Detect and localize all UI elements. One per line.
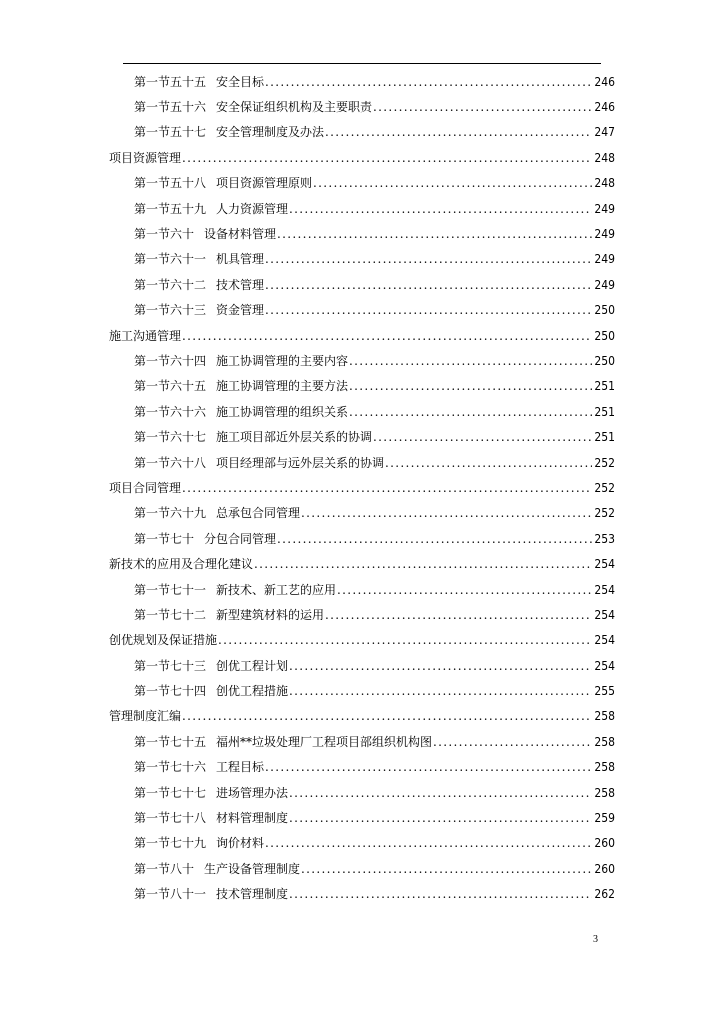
toc-entry-page: 251 xyxy=(594,404,615,419)
toc-entry-page: 252 xyxy=(594,480,615,495)
toc-section-entry[interactable] xyxy=(0,196,615,221)
toc-dot-leader xyxy=(337,584,592,596)
toc-entry-page: 246 xyxy=(594,74,615,89)
toc-entry-title: 机具管理 xyxy=(216,252,265,267)
toc-dot-leader xyxy=(289,812,592,824)
toc-entry-title: 新型建筑材料的运用 xyxy=(216,607,325,622)
toc-entry-number: 第一节六十五 xyxy=(134,379,207,394)
toc-section-entry[interactable] xyxy=(0,272,615,297)
toc-entry-title: 施工沟通管理 xyxy=(109,328,182,343)
toc-dot-leader xyxy=(325,609,592,621)
toc-chapter-entry[interactable] xyxy=(0,551,615,576)
page-number: 3 xyxy=(593,934,598,945)
toc-dot-leader xyxy=(301,863,592,875)
toc-dot-leader xyxy=(301,507,592,519)
toc-dot-leader xyxy=(254,558,592,570)
toc-entry-page: 255 xyxy=(594,684,615,699)
toc-section-entry[interactable] xyxy=(0,69,615,94)
toc-entry-title: 创优工程计划 xyxy=(216,658,289,673)
toc-chapter-entry[interactable] xyxy=(0,145,615,170)
toc-entry-page: 250 xyxy=(594,303,615,318)
toc-entry-number: 第一节六十六 xyxy=(134,404,207,419)
toc-dot-leader xyxy=(265,761,592,773)
toc-dot-leader xyxy=(325,126,592,138)
toc-entry-page: 254 xyxy=(594,582,615,597)
toc-entry-number: 第一节七十一 xyxy=(134,582,207,597)
toc-dot-leader xyxy=(289,787,592,799)
toc-entry-page: 250 xyxy=(594,328,615,343)
toc-entry-number: 第一节八十一 xyxy=(134,887,207,902)
toc-entry-number: 第一节五十七 xyxy=(134,125,207,140)
toc-section-entry[interactable] xyxy=(0,755,615,780)
toc-entry-title: 新技术的应用及合理化建议 xyxy=(109,557,254,572)
toc-entry-number: 第一节七十九 xyxy=(134,836,207,851)
toc-dot-leader xyxy=(265,304,592,316)
toc-entry-page: 249 xyxy=(594,277,615,292)
toc-entry-page: 254 xyxy=(594,633,615,648)
toc-section-entry[interactable] xyxy=(0,221,615,246)
toc-entry-title: 询价材料 xyxy=(216,836,265,851)
toc-entry-number: 第一节六十二 xyxy=(134,277,207,292)
toc-dot-leader xyxy=(277,228,592,240)
toc-entry-title: 项目资源管理 xyxy=(109,150,182,165)
toc-dot-leader xyxy=(433,736,592,748)
toc-entry-page: 258 xyxy=(594,760,615,775)
toc-entry-number: 第一节六十八 xyxy=(134,455,207,470)
toc-entry-title: 资金管理 xyxy=(216,303,265,318)
toc-entry-title: 技术管理 xyxy=(216,277,265,292)
toc-entry-number: 第一节七十 xyxy=(134,531,195,546)
toc-entry-title: 创优工程措施 xyxy=(216,684,289,699)
toc-entry-page: 251 xyxy=(594,379,615,394)
toc-section-entry[interactable] xyxy=(0,399,615,424)
toc-entry-page: 248 xyxy=(594,176,615,191)
toc-section-entry[interactable] xyxy=(0,831,615,856)
toc-entry-page: 249 xyxy=(594,201,615,216)
toc-section-entry[interactable] xyxy=(0,577,615,602)
toc-entry-title: 项目合同管理 xyxy=(109,480,182,495)
toc-entry-number: 第一节六十一 xyxy=(134,252,207,267)
toc-section-entry[interactable] xyxy=(0,298,615,323)
toc-dot-leader xyxy=(349,406,592,418)
toc-entry-number: 第一节七十八 xyxy=(134,811,207,826)
toc-section-entry[interactable] xyxy=(0,526,615,551)
toc-entry-page: 251 xyxy=(594,430,615,445)
toc-entry-number: 第一节六十七 xyxy=(134,430,207,445)
toc-entry-number: 第一节六十三 xyxy=(134,303,207,318)
toc-dot-leader xyxy=(265,837,592,849)
toc-entry-title: 技术管理制度 xyxy=(216,887,289,902)
toc-entry-page: 249 xyxy=(594,252,615,267)
toc-entry-page: 258 xyxy=(594,734,615,749)
toc-section-entry[interactable] xyxy=(0,882,615,907)
table-of-contents xyxy=(0,69,724,907)
toc-section-entry[interactable] xyxy=(0,653,615,678)
toc-dot-leader xyxy=(373,101,592,113)
toc-entry-page: 254 xyxy=(594,658,615,673)
toc-dot-leader xyxy=(265,253,592,265)
toc-section-entry[interactable] xyxy=(0,374,615,399)
toc-dot-leader xyxy=(265,76,592,88)
toc-entry-page: 262 xyxy=(594,887,615,902)
toc-dot-leader xyxy=(218,634,592,646)
toc-entry-number: 第一节七十六 xyxy=(134,760,207,775)
toc-entry-page: 252 xyxy=(594,455,615,470)
toc-entry-number: 第一节五十六 xyxy=(134,100,207,115)
toc-section-entry[interactable] xyxy=(0,805,615,830)
toc-entry-page: 246 xyxy=(594,100,615,115)
toc-entry-title: 新技术、新工艺的应用 xyxy=(216,582,337,597)
toc-dot-leader xyxy=(182,710,592,722)
toc-entry-number: 第一节七十五 xyxy=(134,734,207,749)
toc-entry-title: 安全保证组织机构及主要职责 xyxy=(216,100,373,115)
toc-section-entry[interactable] xyxy=(0,780,615,805)
toc-entry-page: 252 xyxy=(594,506,615,521)
toc-section-entry[interactable] xyxy=(0,450,615,475)
toc-entry-page: 258 xyxy=(594,709,615,724)
toc-entry-title: 创优规划及保证措施 xyxy=(109,633,218,648)
toc-section-entry[interactable] xyxy=(0,501,615,526)
toc-entry-title: 福州**垃圾处理厂工程项目部组织机构图 xyxy=(216,734,433,749)
toc-entry-title: 安全目标 xyxy=(216,74,265,89)
toc-entry-number: 第一节五十九 xyxy=(134,201,207,216)
toc-dot-leader xyxy=(277,533,592,545)
toc-section-entry[interactable] xyxy=(0,729,615,754)
toc-entry-title: 工程目标 xyxy=(216,760,265,775)
toc-section-entry[interactable] xyxy=(0,856,615,881)
toc-chapter-entry[interactable] xyxy=(0,628,615,653)
toc-entry-title: 生产设备管理制度 xyxy=(204,861,301,876)
toc-entry-number: 第一节五十八 xyxy=(134,176,207,191)
toc-entry-number: 第一节六十四 xyxy=(134,353,207,368)
toc-dot-leader xyxy=(349,355,592,367)
toc-dot-leader xyxy=(313,177,592,189)
toc-dot-leader xyxy=(289,888,592,900)
toc-section-entry[interactable] xyxy=(0,602,615,627)
toc-dot-leader xyxy=(385,457,592,469)
toc-entry-number: 第一节七十四 xyxy=(134,684,207,699)
toc-dot-leader xyxy=(289,685,592,697)
toc-entry-page: 250 xyxy=(594,353,615,368)
toc-dot-leader xyxy=(182,152,592,164)
toc-section-entry[interactable] xyxy=(0,348,615,373)
toc-entry-number: 第一节六十 xyxy=(134,227,195,242)
toc-entry-title: 施工协调管理的主要方法 xyxy=(216,379,349,394)
toc-section-entry[interactable] xyxy=(0,94,615,119)
toc-chapter-entry[interactable] xyxy=(0,704,615,729)
toc-section-entry[interactable] xyxy=(0,171,615,196)
toc-entry-title: 施工协调管理的主要内容 xyxy=(216,353,349,368)
header-rule xyxy=(123,63,601,64)
toc-dot-leader xyxy=(182,330,592,342)
toc-entry-title: 材料管理制度 xyxy=(216,811,289,826)
toc-dot-leader xyxy=(289,660,592,672)
toc-entry-page: 247 xyxy=(594,125,615,140)
toc-entry-page: 254 xyxy=(594,607,615,622)
toc-entry-title: 分包合同管理 xyxy=(204,531,277,546)
toc-entry-number: 第一节八十 xyxy=(134,861,195,876)
toc-entry-page: 254 xyxy=(594,557,615,572)
toc-section-entry[interactable] xyxy=(0,678,615,703)
toc-dot-leader xyxy=(265,279,592,291)
toc-section-entry[interactable] xyxy=(0,247,615,272)
toc-entry-page: 249 xyxy=(594,227,615,242)
toc-entry-title: 总承包合同管理 xyxy=(216,506,301,521)
toc-entry-number: 第一节六十九 xyxy=(134,506,207,521)
toc-entry-title: 管理制度汇编 xyxy=(109,709,182,724)
toc-entry-title: 进场管理办法 xyxy=(216,785,289,800)
toc-entry-title: 人力资源管理 xyxy=(216,201,289,216)
toc-dot-leader xyxy=(349,380,592,392)
toc-entry-number: 第一节七十二 xyxy=(134,607,207,622)
toc-entry-number: 第一节七十七 xyxy=(134,785,207,800)
toc-entry-title: 设备材料管理 xyxy=(204,227,277,242)
toc-entry-title: 安全管理制度及办法 xyxy=(216,125,325,140)
toc-entry-page: 259 xyxy=(594,811,615,826)
toc-section-entry[interactable] xyxy=(0,120,615,145)
toc-entry-page: 258 xyxy=(594,785,615,800)
toc-entry-title: 项目经理部与远外层关系的协调 xyxy=(216,455,385,470)
toc-entry-title: 施工项目部近外层关系的协调 xyxy=(216,430,373,445)
toc-entry-title: 项目资源管理原则 xyxy=(216,176,313,191)
toc-section-entry[interactable] xyxy=(0,424,615,449)
toc-entry-page: 260 xyxy=(594,836,615,851)
toc-entry-number: 第一节五十五 xyxy=(134,74,207,89)
toc-chapter-entry[interactable] xyxy=(0,475,615,500)
toc-dot-leader xyxy=(182,482,592,494)
toc-entry-page: 260 xyxy=(594,861,615,876)
toc-entry-number: 第一节七十三 xyxy=(134,658,207,673)
toc-chapter-entry[interactable] xyxy=(0,323,615,348)
toc-entry-page: 253 xyxy=(594,531,615,546)
toc-dot-leader xyxy=(289,203,592,215)
toc-dot-leader xyxy=(373,431,592,443)
toc-entry-page: 248 xyxy=(594,150,615,165)
toc-entry-title: 施工协调管理的组织关系 xyxy=(216,404,349,419)
